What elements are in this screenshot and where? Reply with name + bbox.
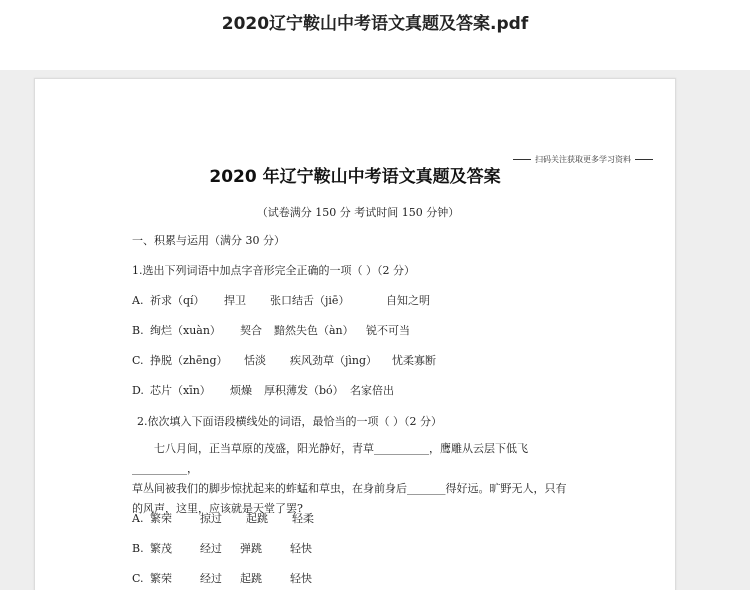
question-2-stem: 2.依次填入下面语段横线处的词语，最恰当的一项（ ）（2 分） [137, 415, 442, 428]
option-item: 掠过 [200, 512, 222, 525]
option-label: C. [132, 354, 144, 367]
file-title: 2020辽宁鞍山中考语文真题及答案.pdf [221, 14, 529, 34]
question-2-option-b [132, 542, 312, 556]
option-item: 经过 [200, 572, 222, 585]
option-item: 繁茂 [150, 542, 172, 555]
section-heading: 一、积累与运用（满分 30 分） [132, 234, 285, 247]
option-item: 弹跳 [240, 542, 262, 555]
question-1-option-a [132, 294, 430, 308]
option-label: A. [132, 512, 144, 525]
option-item: 挣脱（zhēng） [150, 354, 228, 367]
option-item: 名家倍出 [350, 384, 394, 397]
option-label: B. [132, 542, 144, 555]
option-label: C. [132, 572, 144, 585]
option-item: 契合 [240, 324, 262, 337]
option-label: D. [132, 384, 144, 397]
document-title: 2020 年辽宁鞍山中考语文真题及答案 [209, 167, 501, 187]
option-item: 轻柔 [292, 512, 314, 525]
option-item: 芯片（xīn） [150, 384, 211, 397]
header-rule-right [635, 159, 653, 160]
option-item: 张口结舌（jiē） [270, 294, 350, 307]
passage-line: 的风声，这里，应该就是天堂了罢? [132, 502, 303, 515]
option-item: 祈求（qí） [150, 294, 205, 307]
option-item: 绚烂（xuàn） [150, 324, 221, 337]
option-item: 繁荣 [150, 512, 172, 525]
option-item: 疾风劲草（jìng） [290, 354, 378, 367]
option-item: 厚积薄发（bó） [264, 384, 344, 397]
question-1-stem: 1.选出下列词语中加点字音形完全正确的一项（ ）（2 分） [132, 264, 415, 277]
option-item: 繁荣 [150, 572, 172, 585]
passage-line: 七八月间，正当草原的茂盛，阳光静好，青草__________，鹰雕从云层下低飞__________， [132, 442, 528, 475]
header-rule-left [513, 159, 531, 160]
question-1-option-b [132, 324, 410, 338]
pdf-page [34, 78, 676, 590]
option-item: 自知之明 [386, 294, 430, 307]
question-1-option-c [132, 354, 436, 368]
option-item: 锐不可当 [366, 324, 410, 337]
title-bar [0, 0, 750, 70]
question-1-option-d [132, 384, 394, 398]
option-label: A. [132, 294, 144, 307]
option-item: 起跳 [246, 512, 268, 525]
question-2-option-c [132, 572, 312, 586]
question-2-option-a [132, 512, 314, 526]
passage-line: 草丛间被我们的脚步惊扰起来的蚱蜢和草虫，在身前身后_______得好远。旷野无人，只有 [132, 482, 567, 495]
question-2-passage [132, 439, 582, 519]
option-item: 恬淡 [244, 354, 266, 367]
option-item: 捍卫 [224, 294, 246, 307]
pdf-viewer[interactable] [0, 70, 750, 590]
option-item: 轻快 [290, 572, 312, 585]
option-item: 起跳 [240, 572, 262, 585]
option-item: 黯然失色（àn） [274, 324, 354, 337]
option-item: 轻快 [290, 542, 312, 555]
option-item: 烦燥 [230, 384, 252, 397]
option-label: B. [132, 324, 144, 337]
option-item: 忧柔寡断 [392, 354, 436, 367]
option-item: 经过 [200, 542, 222, 555]
document-subtitle: （试卷满分 150 分 考试时间 150 分钟） [256, 206, 460, 219]
header-note-text: 扫码关注获取更多学习资料 [535, 155, 631, 164]
